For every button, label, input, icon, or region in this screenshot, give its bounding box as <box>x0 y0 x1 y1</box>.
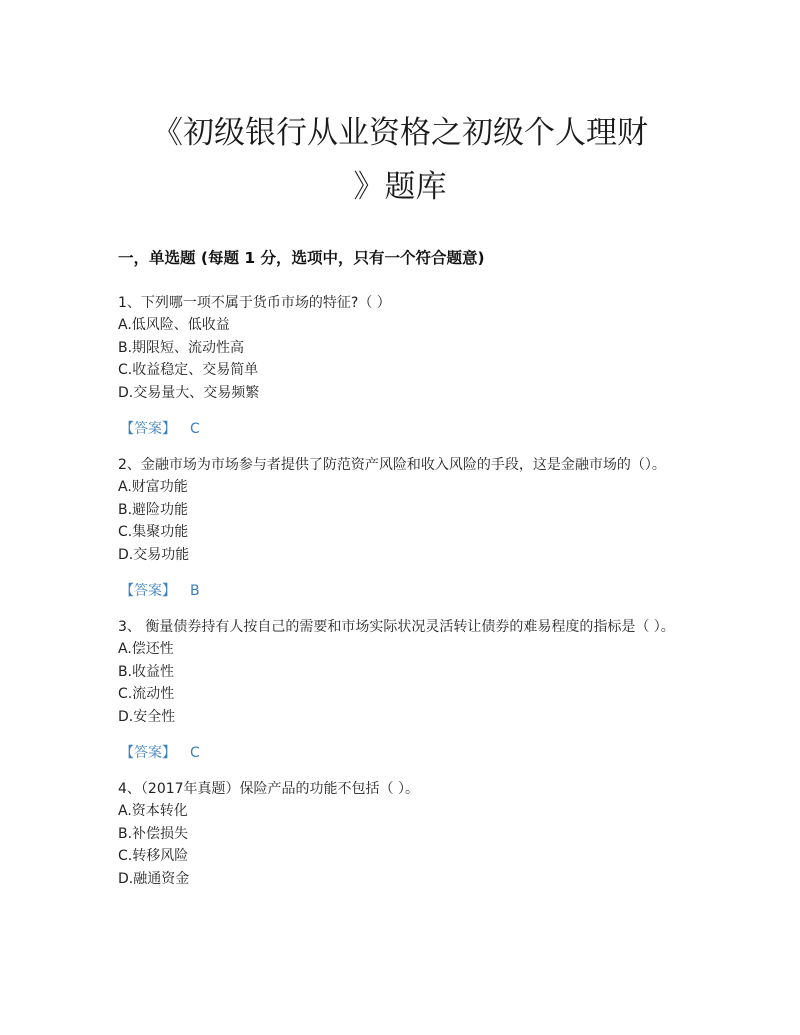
option-b: B.期限短、流动性高 <box>118 339 245 356</box>
option-a: A.资本转化 <box>118 803 188 819</box>
option-c: C.收益稳定、交易简单 <box>118 362 259 378</box>
answer-value: C <box>190 745 200 761</box>
title-line-2: 》题库 <box>353 169 447 205</box>
option-a: A.低风险、低收益 <box>118 317 230 333</box>
option-b: B.避险功能 <box>118 501 189 518</box>
answer-value: B <box>190 583 200 599</box>
answer-label: 【答案】 <box>120 745 176 761</box>
option-d: D.融通资金 <box>118 870 190 887</box>
option-d: D.交易功能 <box>118 546 190 563</box>
section-heading: 一，单选题 (每题 1 分，选项中，只有一个符合题意) <box>118 249 485 267</box>
option-b: B.补偿损失 <box>118 825 189 842</box>
question-stem: 4、（2017年真题）保险产品的功能不包括（ ）。 <box>118 781 419 797</box>
title-line-1: 《初级银行从业资格之初级个人理财 <box>152 115 648 151</box>
answer-label: 【答案】 <box>120 583 176 599</box>
option-c: C.转移风险 <box>118 848 189 864</box>
answer-row <box>118 742 678 764</box>
option-c: C.流动性 <box>118 686 175 702</box>
question-2 <box>118 454 678 602</box>
question-stem: 2、金融市场为市场参与者提供了防范资产风险和收入风险的手段，这是金融市场的（）。 <box>118 457 666 473</box>
option-d: D.安全性 <box>118 708 176 725</box>
answer-row <box>118 580 678 602</box>
document-title <box>100 106 700 214</box>
option-d: D.交易量大、交易频繁 <box>118 384 260 401</box>
answer-row <box>118 418 678 440</box>
answer-value: C <box>190 421 200 437</box>
option-a: A.财富功能 <box>118 479 188 495</box>
question-stem: 3、 衡量债券持有人按自己的需要和市场实际状况灵活转让债券的难易程度的指标是（ ）。 <box>118 619 675 635</box>
option-a: A.偿还性 <box>118 641 174 657</box>
option-c: C.集聚功能 <box>118 524 189 540</box>
answer-label: 【答案】 <box>120 421 176 437</box>
question-list <box>118 292 678 904</box>
question-3 <box>118 616 678 764</box>
question-4 <box>118 778 678 890</box>
question-1 <box>118 292 678 440</box>
option-b: B.收益性 <box>118 663 175 680</box>
question-stem: 1、下列哪一项不属于货币市场的特征?（ ） <box>118 295 391 311</box>
